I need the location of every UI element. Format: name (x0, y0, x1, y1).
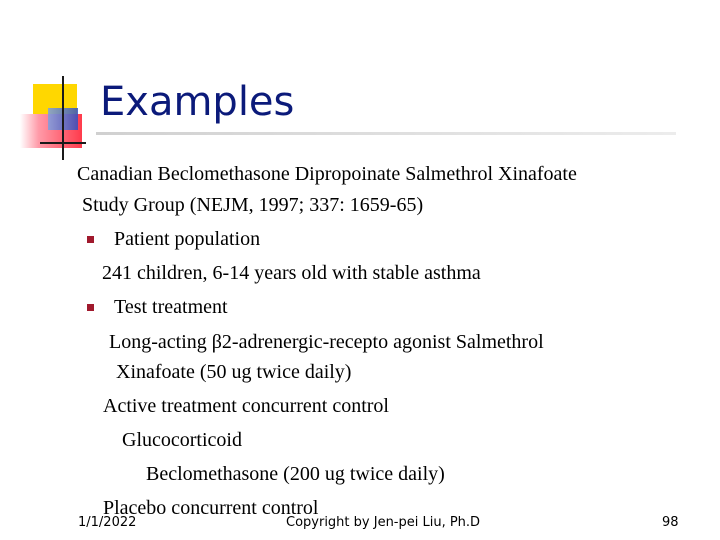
slide-title: Examples (100, 79, 295, 125)
glucocorticoid-line: Glucocorticoid (122, 429, 242, 451)
patient-population-heading: Patient population (114, 228, 261, 250)
patient-population-detail: 241 children, 6-14 years old with stable asthma (102, 262, 481, 284)
bullet-test-treatment-icon (87, 304, 94, 311)
title-underline (96, 132, 676, 135)
footer-copyright: Copyright by Jen-pei Liu, Ph.D (286, 515, 481, 530)
test-treatment-heading: Test treatment (114, 296, 228, 318)
test-treatment-detail-line-2: Xinafoate (50 ug twice daily) (116, 361, 352, 383)
logo-horizontal-line (40, 142, 86, 144)
test-treatment-detail-line-1: Long-acting β2-adrenergic-recepto agonist Salmethrol (109, 331, 544, 353)
placebo-control-heading: Placebo concurrent control (103, 497, 319, 519)
logo-vertical-line (62, 76, 64, 160)
footer-page-number: 98 (662, 515, 679, 530)
study-name-line-2: Study Group (NEJM, 1997; 337: 1659-65) (82, 194, 424, 216)
beclomethasone-line: Beclomethasone (200 ug twice daily) (146, 463, 445, 485)
study-name-line-1: Canadian Beclomethasone Dipropoinate Salmethrol Xinafoate (77, 163, 577, 185)
active-control-heading: Active treatment concurrent control (103, 395, 389, 417)
footer-date: 1/1/2022 (78, 515, 137, 530)
bullet-patient-population-icon (87, 236, 94, 243)
